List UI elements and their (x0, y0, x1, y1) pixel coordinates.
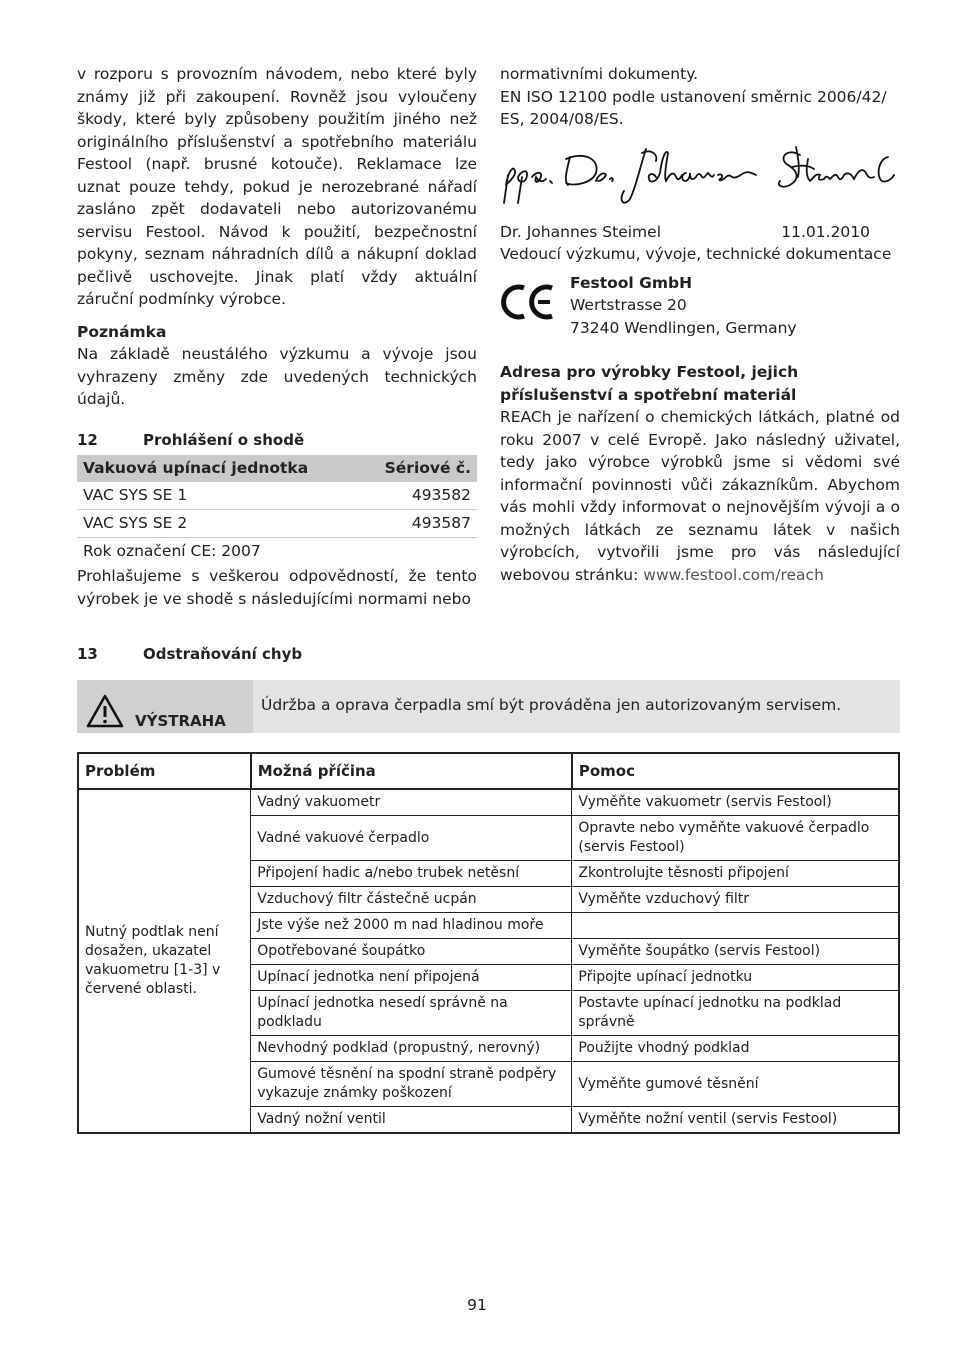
reach-link[interactable]: www.festool.com/reach (643, 565, 824, 584)
ce-year: Rok označení CE: 2007 (83, 542, 261, 561)
serial-table-header (77, 455, 477, 482)
table-header-row (78, 753, 899, 789)
reach-title: Adresa pro výrobky Festool, jejich příslušenství a spotřební materiál (500, 363, 799, 404)
company-block (500, 272, 900, 340)
reach-text (500, 406, 900, 586)
warning-triangle-icon (85, 693, 125, 729)
table-row (77, 538, 477, 566)
note-text: Na základě neustálého výzkumu a vývoje jsou vyhrazeny změny zde uvedených technických údajů. (77, 345, 477, 408)
table-row (77, 510, 477, 538)
cause-cell: Připojení hadic a/nebo trubek netěsní (251, 861, 572, 887)
cause-cell: Nevhodný podklad (propustný, nerovný) (251, 1036, 572, 1062)
signature-image (500, 137, 900, 211)
fix-cell: Vyměňte gumové těsnění (572, 1062, 899, 1107)
serial-col-number: Sériové č. (360, 455, 477, 482)
fix-cell: Připojte upínací jednotku (572, 965, 899, 991)
section-13-title: Odstraňování chyb (143, 645, 303, 663)
fix-cell: Vyměňte vakuometr (servis Festool) (572, 789, 899, 816)
fix-cell: Opravte nebo vyměňte vakuové čerpadlo (servis Festool) (572, 816, 899, 861)
section-12-heading (77, 429, 477, 452)
problem-cell: Nutný podtlak není dosažen, ukazatel vakuometru [1-3] v červené oblasti. (78, 789, 251, 1133)
unit-name: VAC SYS SE 2 (77, 510, 360, 538)
company-name: Festool GmbH (570, 273, 693, 292)
col-problem: Problém (78, 753, 251, 789)
warranty-paragraph: v rozporu s provozním návodem, nebo které byly známy již při zakoupení. Rovněž jsou vyloučeny škody, které byly způsobeny použitím jiného než originálního příslušenství a spotřebního materiálu Festool (např. brusné kotouče). Reklamace lze uznat pouze tehdy, pokud je nerozebrané nářadí zasláno zpět dodavateli nebo autorizovanému servisu Festool. Návod k použití, bezpečnostní pokyny, seznam náhradních dílů a nákupní doklad pečlivě uschovejte. Jinak platí vždy aktuální záruční podmínky výrobce. (77, 65, 477, 308)
reach-body: REACh je nařízení o chemických látkách, platné od roku 2007 v celé Evropě. Jako následný uživatel, tedy jako výrobce výrobků jsme si vědomi své informační povinnosti vůči zákazníkům. Abychom vás mohli vždy informovat o nejnovějším vývoji a o možných látkách ze seznamu látek v našich výrobcích, vytvořili jsme pro vás následující webovou stránku: (500, 408, 900, 584)
declaration-continued: normativními dokumenty. (500, 65, 699, 83)
company-address (570, 272, 797, 340)
note-title: Poznámka (77, 322, 167, 341)
section-12-title: Prohlášení o shodě (143, 430, 305, 449)
fix-cell (572, 913, 899, 939)
fix-cell: Vyměňte nožní ventil (servis Festool) (572, 1107, 899, 1134)
fix-cell: Postavte upínací jednotku na podklad správně (572, 991, 899, 1036)
warning-text: Údržba a oprava čerpadla smí být prováděna jen autorizovaným servisem. (261, 696, 842, 714)
cause-cell: Vadné vakuové čerpadlo (251, 816, 572, 861)
section-13-number: 13 (77, 645, 98, 663)
fix-cell: Vyměňte vzduchový filtr (572, 887, 899, 913)
troubleshooting-table (77, 752, 900, 1134)
signature-date: 11.01.2010 (781, 222, 870, 241)
col-fix: Pomoc (572, 753, 899, 789)
signature (500, 137, 900, 211)
cause-cell: Opotřebované šoupátko (251, 939, 572, 965)
serial-col-unit: Vakuová upínací jednotka (77, 455, 360, 482)
col-cause: Možná příčina (251, 753, 572, 789)
fix-cell: Vyměňte šoupátko (servis Festool) (572, 939, 899, 965)
table-row (78, 789, 899, 816)
fix-cell: Použijte vhodný podklad (572, 1036, 899, 1062)
cause-cell: Jste výše než 2000 m nad hladinou moře (251, 913, 572, 939)
right-column (500, 63, 900, 586)
section-13-heading (77, 645, 900, 663)
warning-box (77, 680, 900, 733)
company-city: 73240 Wendlingen, Germany (570, 318, 797, 337)
standard-text: EN ISO 12100 podle ustanovení směrnic 2006/42/ ES, 2004/08/ES. (500, 87, 887, 128)
page-number: 91 (467, 1296, 487, 1314)
serial-table (77, 455, 477, 565)
left-column (77, 63, 477, 610)
signer-name: Dr. Johannes Steimel (500, 222, 662, 241)
section-12-number: 12 (77, 430, 98, 449)
fix-cell: Zkontrolujte těsnosti připojení (572, 861, 899, 887)
declaration-text: Prohlašujeme s veškerou odpovědností, že tento výrobek je ve shodě s následujícími normami nebo (77, 567, 477, 608)
signer-role: Vedoucí výzkumu, vývoje, technické dokumentace (500, 245, 892, 263)
cause-cell: Gumové těsnění na spodní straně podpěry vykazuje známky poškození (251, 1062, 572, 1107)
cause-cell: Vzduchový filtr částečně ucpán (251, 887, 572, 913)
signer-line (500, 221, 870, 244)
unit-name: VAC SYS SE 1 (77, 482, 360, 510)
cause-cell: Upínací jednotka není připojená (251, 965, 572, 991)
cause-cell: Vadný nožní ventil (251, 1107, 572, 1134)
ce-mark-icon (500, 272, 570, 332)
warning-label: VÝSTRAHA (135, 712, 226, 730)
table-row (77, 482, 477, 510)
cause-cell: Upínací jednotka nesedí správně na podkladu (251, 991, 572, 1036)
unit-serial: 493582 (360, 482, 477, 510)
warning-label-cell (77, 680, 253, 733)
company-street: Wertstrasse 20 (570, 296, 687, 314)
cause-cell: Vadný vakuometr (251, 789, 572, 816)
unit-serial: 493587 (360, 510, 477, 538)
